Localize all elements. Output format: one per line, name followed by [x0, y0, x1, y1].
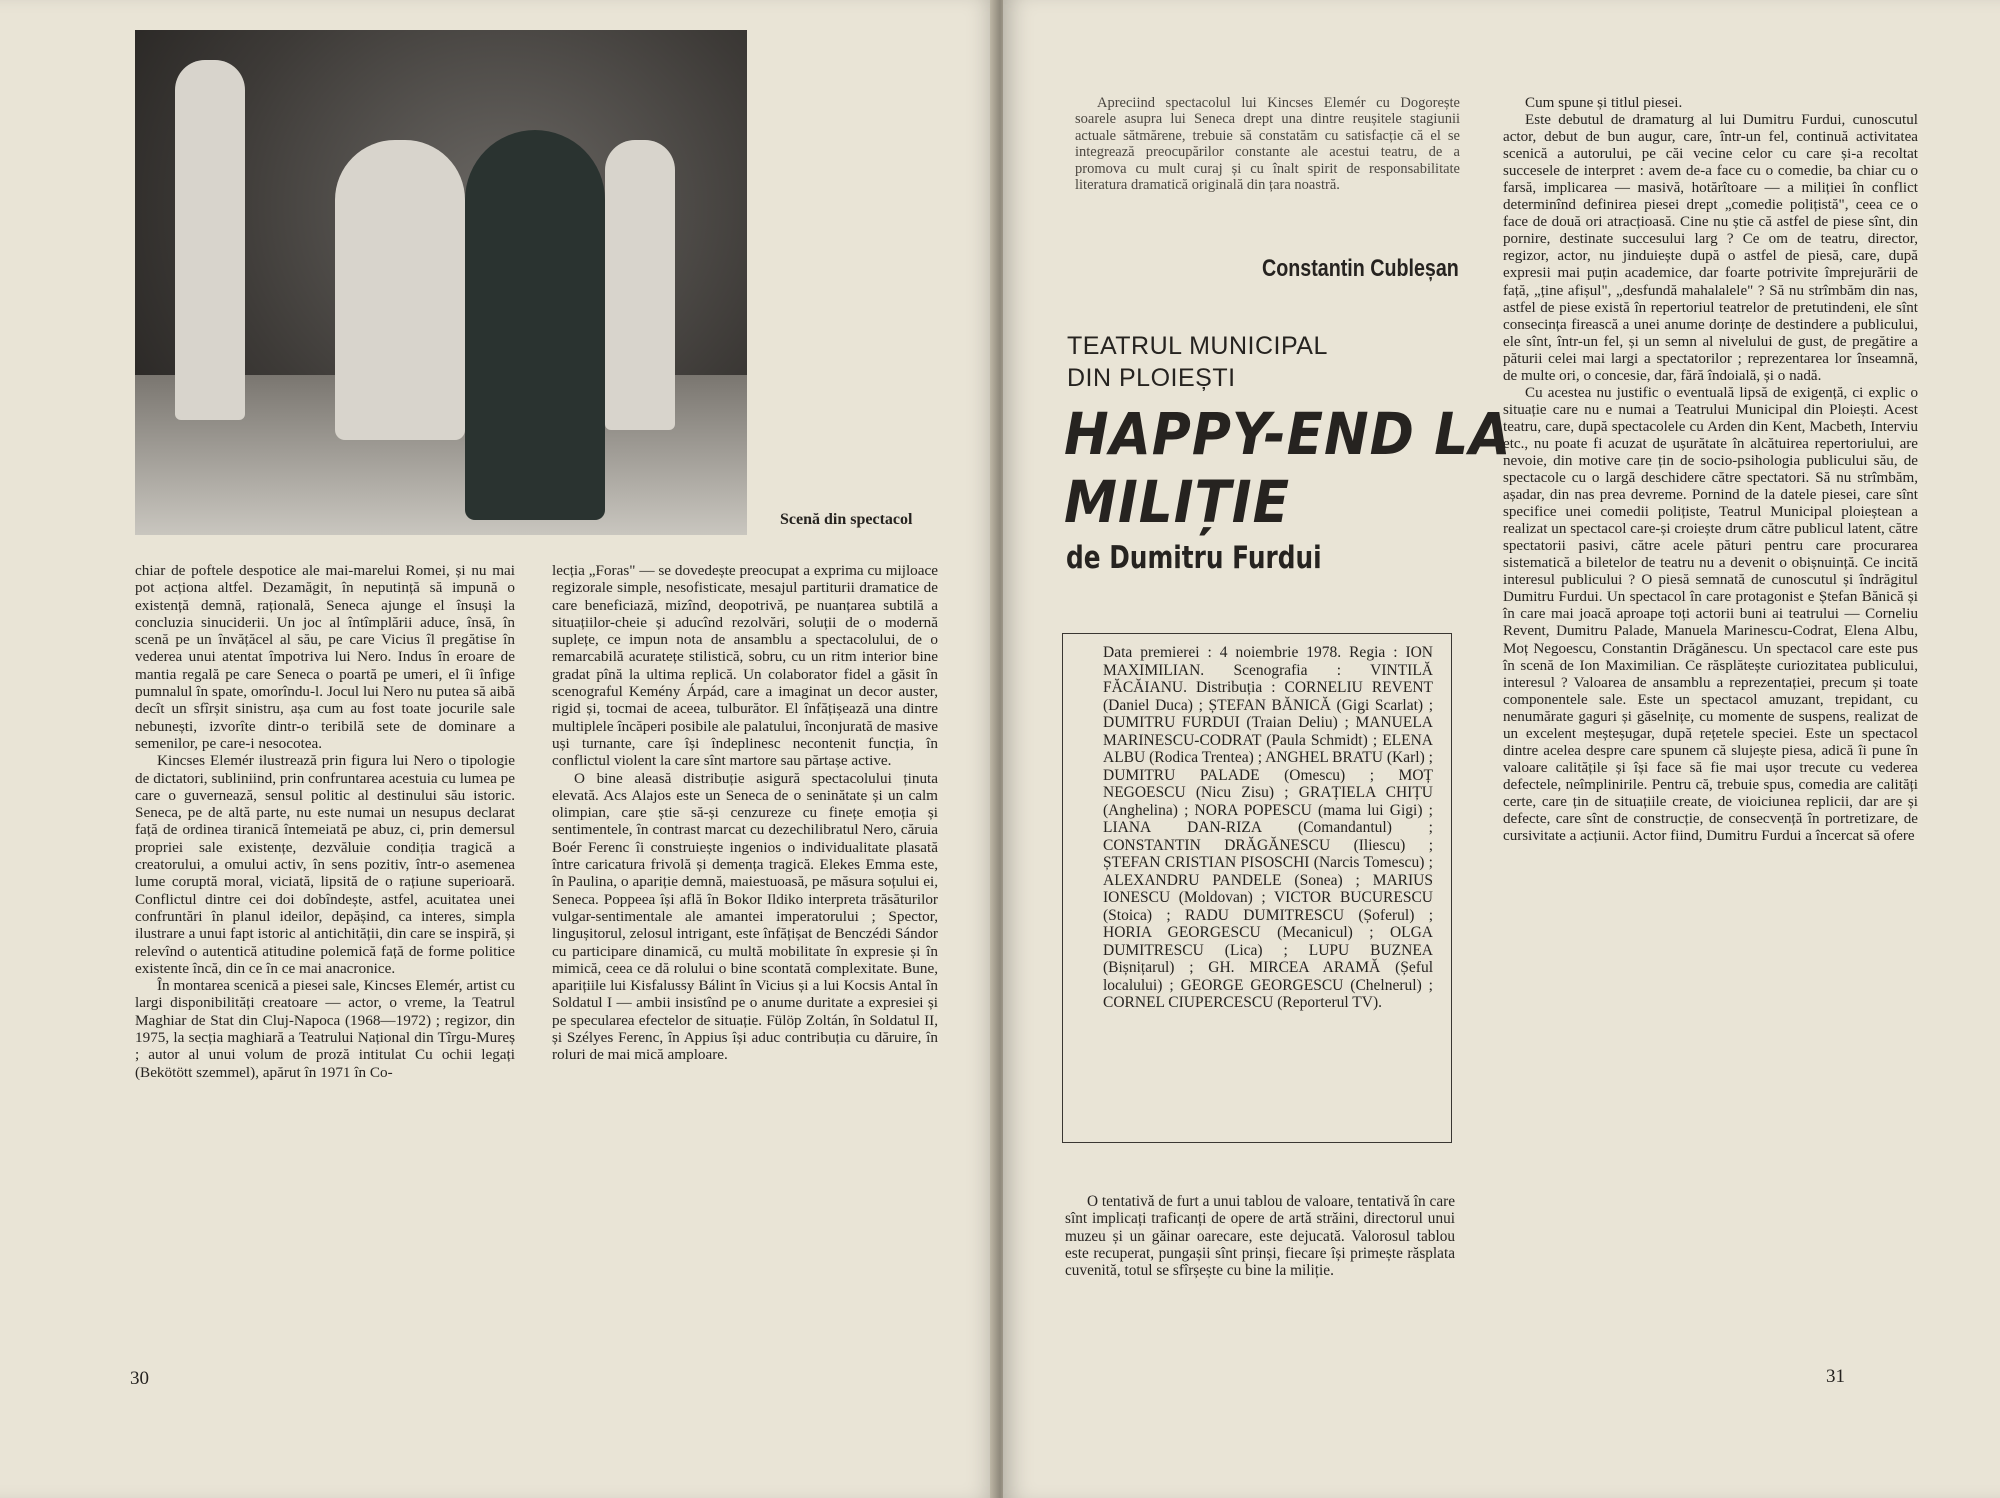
actor-figure — [335, 140, 465, 440]
paragraph: O bine aleasă distribuție asigură spectacolului ținuta elevată. Acs Alajos este un Seneca de o seninătate și un calm olimpian, care știe să-și cenzureze cu finețe emoția și sentimentele, în contrast marcat cu dezechilibratul Nero, căruia Boér Ferenc îi construiește ingenios o individualitate plasată între caricatura frivolă și demența tragică. Elekes Emma este, în Paulina, o apariție demnă, maiestuoasă, pe măsura soțului ei, Seneca. Poppeea își află în Bokor Ildiko interpreta trăsăturilor vulgar-sentimentale ale amantei imperatorului ; Spector, lingușitorul, zelosul intrigant, este înfățișat de Benczédi Sándor cu participare dinamică, cu multă mobilitate în expresie și în mimică, ceea ce dă rolului o bine scontată complexitate. Bune, aparițiile lui Kisfalussy Bálint în Vicius și a lui Kocsis Antal în Soldatul I — ambii insistînd pe o anume duritate a expresiei și pe specularea efectelor de situație. Fülöp Zoltán, în Soldatul II, și Szélyes Ferenc, în Appius își aduc contribuția cu dăruire, în roluri de mai mică amploare. — [552, 769, 938, 1064]
credits-text: Data premierei : 4 noiembrie 1978. Regia : ION MAXIMILIAN. Scenografia : VINTILĂ FĂCĂIANU. Distribuția : CORNELIU REVENT (Daniel Duca) ; ȘTEFAN BĂNICĂ (Gigi Scarlat) ; DUMITRU FURDUI (Traian Deliu) ; MANUELA MARINESCU-CODRAT (Paula Schmidt) ; ELENA ALBU (Rodica Trentea) ; ANGHEL BRATU (Karl) ; DUMITRU PALADE (Omescu) ; MOȚ NEGOESCU (Nicu Zisu) ; GRAȚIELA CHIȚU (Anghelina) ; NORA POPESCU (mama lui Gigi) ; LIANA DAN-RIZA (Comandantul) ; CONSTANTIN DRĂGĂNESCU (Iliescu) ; ȘTEFAN CRISTIAN PISOSCHI (Narcis Tomescu) ; ALEXANDRU PANDELE (Sonea) ; MARIUS IONESCU (Moldovan) ; VICTOR BUCURESCU (Stoica) ; RADU DUMITRESCU (Șoferul) ; HORIA GEORGESCU (Mecanicul) ; OLGA DUMITRESCU (Lica) ; LUPU BUZNEA (Bișnițarul) ; GH. MIRCEA ARAMĂ (Șeful localului) ; GEORGE GEORGESCU (Chelnerul) ; CORNEL CIUPERCESCU (Reporterul TV). — [1103, 644, 1433, 1011]
page-number: 31 — [1826, 1366, 1845, 1387]
paragraph: Cu acestea nu justific o eventuală lipsă de exigență, ci explic o situație care nu e numai a Teatrului Municipal din Ploiești. Acest teatru, care, după spectacolele cu Arden din Kent, Macbeth, Interviu etc., nu poate fi acuzat de ușurătate în alcătuirea repertoriului, are nevoie, din motive care țin de socio-psihologia publicului său, de spectacole cu o largă deschidere către spectatori. Să nu strîmbăm, așadar, din nas prea devreme. Pornind de la datele piesei, care sînt specifice unei comedii polițiste, Teatrul Municipal ploieștean a realizat un spectacol care-și croiește drum către publicul latent, către spectatorii pasivi, către acele pături pentru care procurarea sistematică a biletelor de teatru nu a devenit o obișnuință. Ce incită interesul publicului ? O piesă semnată de cunoscutul și îndrăgitul Dumitru Furdui. Un spectacol în care protagonist e Ștefan Bănică și în care mai joacă aproape toți actorii buni ai teatrului — Corneliu Revent, Dumitru Palade, Manuela Marinescu-Codrat, Elena Albu, Moț Negoescu, Constantin Drăgănescu. Un spectacol care este pus în scenă de Ion Maximilian. Ce răsplătește curiozitatea publicului, interesul ? Valoarea de ansamblu a reprezentației, precum și toate componentele sale. Este un spectacol amuzant, trepidant, cu nenumărate gaguri și găselnițe, cu momente de suspens, realizat de un excelent meșteșugar, după rețetele speciei. Este un spectacol dintre acelea despre care spunem că slujește piesa, adică îi pune în valoare calitățile și își face să fie mai ușor trecute cu vederea defectele, neîmplinirile. Pentru că, trebuie spus, comedia are calități certe, care țin de situațiile create, de vioiciunea replicii, dar are și defecte, care sînt de construcție, de consecvență în portretizare, de cursivitate a acțiunii. Actor fiind, Dumitru Furdui a încercat să ofere — [1503, 384, 1918, 845]
article-column-1 — [135, 562, 515, 1081]
paragraph: O tentativă de furt a unui tablou de valoare, tentativă în care sînt implicați traficanți de opere de artă străini, directorul unui muzeu și un găinar oarecare, este dejucată. Valorosul tablou este recuperat, pungașii sînt prinși, fiecare își primește răsplata cuvenită, totul se sfîrșește cu bine la miliție. — [1065, 1193, 1455, 1280]
right-page — [1003, 0, 2000, 1498]
actor-figure — [175, 60, 245, 420]
paragraph: Cum spune și titlul piesei. — [1525, 95, 1683, 111]
theatre-name-line: DIN PLOIEȘTI — [1067, 364, 1236, 392]
photo-caption: Scenă din spectacol — [780, 511, 913, 528]
theatre-name — [1067, 330, 1328, 394]
article-column-2 — [552, 562, 938, 1064]
actor-figure — [465, 130, 605, 520]
left-page — [0, 0, 997, 1498]
paragraph: Kincses Elemér ilustrează prin figura lui Nero o tipologie de dictatori, subliniind, prin confruntarea acestuia cu lumea pe care o guvernează, sensul politic al destinului său istoric. Seneca, pe de altă parte, nu este numai un nesupus declarat față de ordinea tiranică întemeiată pe abuz, ci, prin demersul propriei sale existențe, dezvăluie condiția tragică a creatorului, a omului activ, în sens pozitiv, într-o asemenea lume coruptă moral, viciată, lipsită de o rațiune superioară. Conflictul dintre cei doi dobîndește, astfel, acuitatea unei confruntări în planul ideilor, depășind, ca interes, simpla ilustrare a unui fapt istoric al antichității, din care se inspiră, și relevînd o autentică atitudine polemică față de forme politice existente încă, din ce în ce mai anacronice. — [135, 752, 515, 977]
paragraph: chiar de poftele despotice ale mai-marelui Romei, și nu mai pot acționa altfel. Dezamăgit, în neputință să impună o existență demnă, rațională, Seneca ajunge el însuși la concluzia sinuciderii. Un joc al întîmplării aduce, însă, în scenă pe un învățăcel al său, pe care Vicius îl pregătise în vederea unui atentat împotriva lui Nero. Indus în eroare de mantia regală pe care Seneca o poartă pe umeri, el îi înfige pumnalul în spate, omorîndu-l. Jocul lui Nero nu putea să aibă decît un sfîrșit sinistru, așa cum au fost toate jocurile sale nebunești, izvorîte dintr-o teribilă sete de dominare a semenilor, pe care-i nesocotea. — [135, 562, 515, 752]
paragraph: Este debutul de dramaturg al lui Dumitru Furdui, cunoscutul actor, debut de bun augur, care, într-un fel, continuă activitatea scenică a autorului, pe căi vecine celor cu care și-a recoltat succesele de interpret : avem de-a face cu o comedie, ba chiar cu o farsă, implicarea — masivă, hotărîtoare — a miliției în conflict determinînd definirea piesei drept „comedie polițistă", ceea ce o face de două ori atracțioasă. Cine nu știe că astfel de piese sînt, din pornire, destinate succesului larg ? Ce om de teatru, director, regizor, actor, nu jinduiește după o astfel de piesă, care, după expresii mai puțin academice, dar foarte potrivite împrejurării de față, „ține afișul", „desfundă mahalalele" ? Să nu strîmbăm din nas, astfel de piese există în repertoriul teatrelor de pretutindeni, ele sînt consecința firească a unei anume dorințe de destindere a publicului, ele sînt, într-un fel, și un semn al nivelului de gust, de pregătire a păturii celei mai largi a spectatorilor ; reprezentarea lor înseamnă, de multe ori, o concesie, dar, fără îndoială, și o nadă. — [1503, 112, 1918, 384]
paragraph: În montarea scenică a piesei sale, Kincses Elemér, artist cu largi disponibilități creatoare — actor, o vreme, la Teatrul Maghiar de Stat din Cluj-Napoca (1968—1972) ; regizor, din 1975, la secția maghiară a Teatrului Național din Tîrgu-Mureș ; autor al unui volum de proză intitulat Cu ochii legați (Bekötött szemmel), apărut în 1971 în Co- — [135, 977, 515, 1081]
actor-figure — [605, 140, 675, 430]
stage-photo — [135, 30, 747, 535]
paragraph: Apreciind spectacolul lui Kincses Elemér cu Dogorește soarele asupra lui Seneca drept una dintre reușitele stagiunii actuale sătmărene, trebuie să constatăm cu satisfacție că el se integrează preocupărilor constante ale acestui teatru, de a promova cu mult curaj și cu înalt spirit de responsabilitate literatura dramatică originală din țara noastră. — [1075, 95, 1460, 194]
page-number: 30 — [130, 1368, 149, 1389]
plot-summary — [1065, 1193, 1455, 1279]
play-title-line: HAPPY-END LA — [1064, 400, 1512, 468]
byline: de Dumitru Furdui — [1066, 540, 1322, 576]
play-title — [1064, 400, 1511, 536]
article-column-right — [1503, 95, 1918, 845]
production-credits-box — [1062, 633, 1452, 1143]
author-name: Constantin Cubleșan — [1262, 255, 1459, 282]
paragraph: lecția „Foras" — se dovedește preocupat a exprima cu mijloace regizorale simple, nesofisticate, mesajul partiturii dramatice de care beneficiază, mizînd, deopotrivă, pe nuanțarea subtilă a situațiilor-cheie și aducînd rezolvări, soluții de o modernă suplețe, ce impun nota de ansamblu a spectacolului, de o remarcabilă acuratețe stilistică, sobru, cu un ritm interior bine gradat pînă la ultima replică. Un colaborator fidel a găsit în scenograful Kemény Árpád, care a imaginat un decor auster, rigid și, tocmai de aceea, tulburător. El înfățișează una dintre multiplele încăperi posibile ale palatului, înconjurată de masive uși turnante, care își îndeplinesc necontenit funcția, în conflictul violent la care sînt martore sau părtașe active. — [552, 562, 938, 770]
review-closing-paragraph — [1075, 95, 1460, 193]
play-title-line: MILIȚIE — [1064, 468, 1290, 536]
theatre-name-line: TEATRUL MUNICIPAL — [1067, 332, 1328, 360]
